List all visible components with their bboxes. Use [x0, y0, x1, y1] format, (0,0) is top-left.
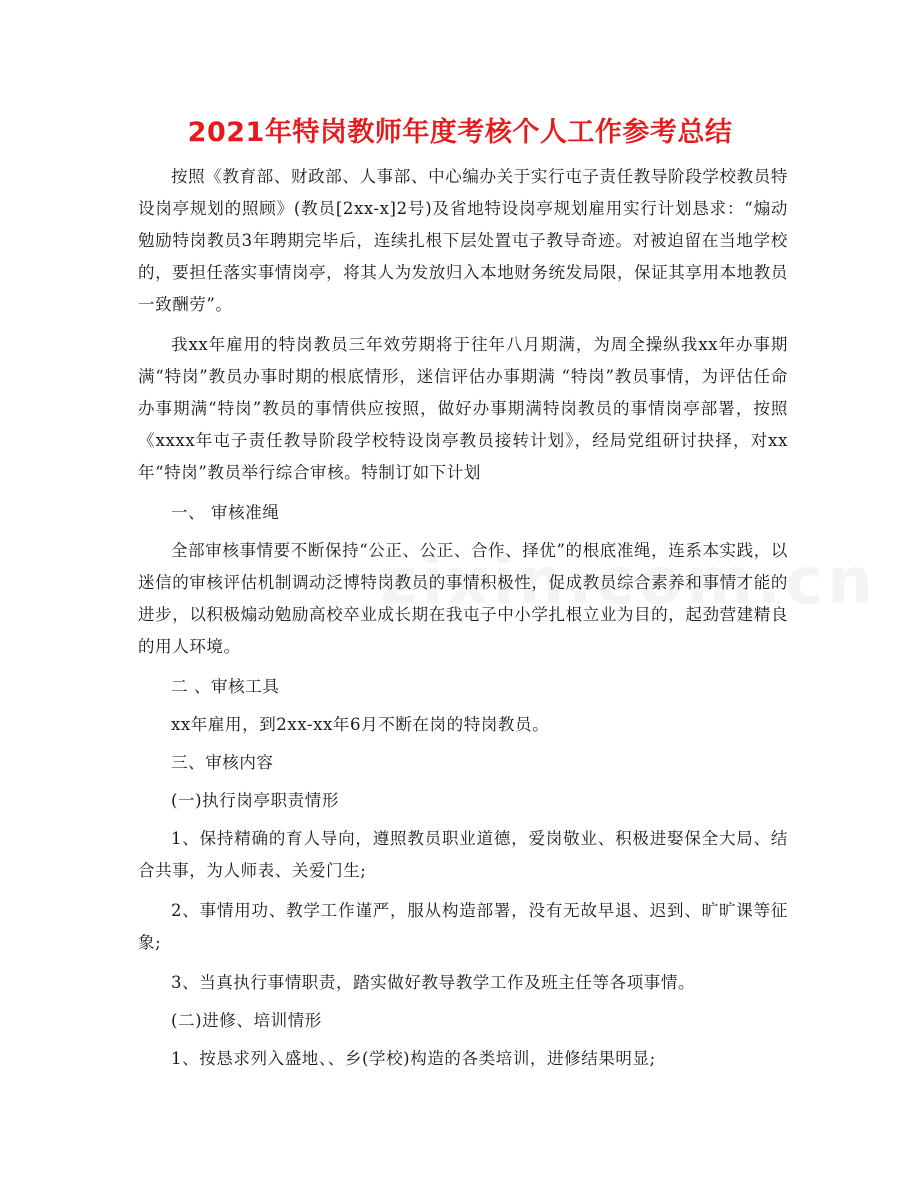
document-body — [138, 161, 788, 1081]
list-item-duty-3: 3、当真执行事情职责，踏实做好教导教学工作及班主任等各项事情。 — [171, 973, 696, 992]
list-item-duty-2: 2、事情用功、教学工作谨严，服从构造部署，没有无故早退、迟到、旷旷课等征象; — [138, 901, 788, 952]
subsection-heading-training: (二)进修、培训情形 — [171, 1011, 322, 1030]
paragraph-principle: 全部审核事情要不断保持“公正、公正、合作、择优”的根底准绳，连系本实践，以迷信的审核评估机制调动泛博特岗教员的事情积极性，促成教员综合素养和事情才能的进步，以积极煽动勉励高校卒业成长期在我屯子中小学扎根立业为目的，起劲营建精良的用人环境。 — [138, 541, 788, 656]
section-heading-content: 三、审核内容 — [171, 753, 274, 772]
paragraph-target: xx年雇用，到2xx-xx年6月不断在岗的特岗教员。 — [171, 715, 550, 734]
section-heading-target: 二 、审核工具 — [171, 677, 280, 696]
list-item-duty-1: 1、保持精确的育人导向，遵照教员职业道德，爱岗敬业、积极进娶保全大局、结合共事，为人师表、关爱门生; — [138, 829, 788, 880]
document-title: 2021年特岗教师年度考核个人工作参考总结 — [187, 117, 733, 148]
subsection-heading-duties: (一)执行岗亭职责情形 — [171, 791, 339, 810]
paragraph-intro: 按照《教育部、财政部、人事部、中心编办关于实行屯子责任教导阶段学校教员特设岗亭规划的照顾》(教员[2xx-x]2号)及省地特设岗亭规划雇用实行计划恳求：“煽动勉励特岗教员3年聘期完毕后，连续扎根下层处置屯子教导奇迹。对被迫留在当地学校的，要担任落实事情岗亭，将其人为发放归入本地财务统发局限，保证其享用本地教员一致酬劳”。 — [138, 167, 788, 314]
list-item-training-1: 1、按恳求列入盛地、、乡(学校)构造的各类培训，进修结果明显; — [171, 1049, 656, 1068]
paragraph-background: 我xx年雇用的特岗教员三年效劳期将于往年八月期满，为周全操纵我xx年办事期满“特岗”教员办事时期的根底情形，迷信评估办事期满 “特岗”教员事情，为评估任命办事期满“特岗”教员的事情供应按照，做好办事期满特岗教员的事情岗亭部署，按照《xxxx年屯子责任教导阶段学校特设岗亭教员接转计划》，经局党组研讨抉择，对xx年“特岗”教员举行综合审核。特制订如下计划 — [138, 335, 788, 482]
section-heading-principle: 一、 审核准绳 — [171, 503, 280, 522]
